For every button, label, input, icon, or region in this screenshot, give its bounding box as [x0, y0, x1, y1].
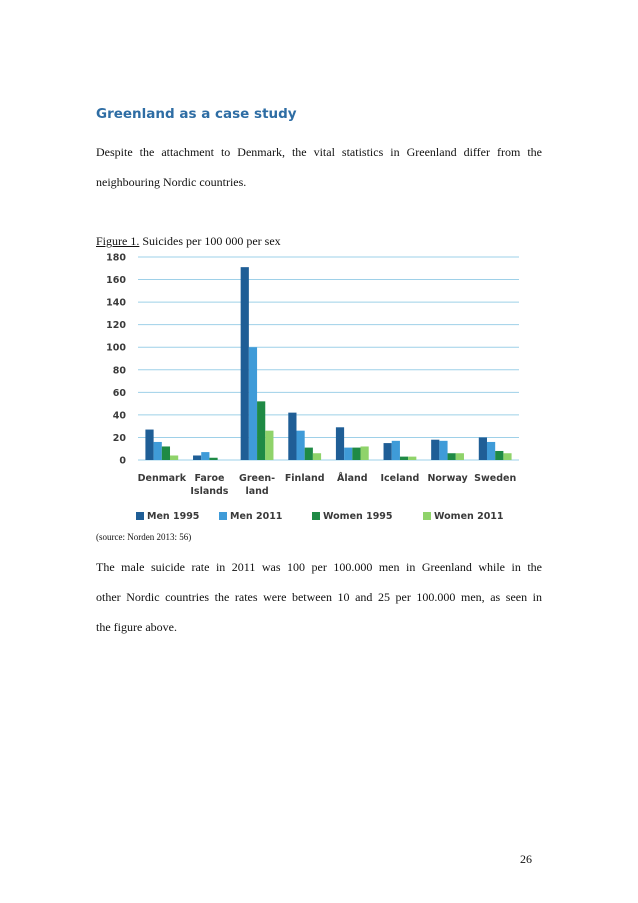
x-category-label: Åland [337, 473, 368, 484]
bar [209, 458, 217, 460]
y-tick-label: 60 [112, 387, 126, 399]
x-category-label: land [245, 486, 269, 497]
bar [448, 453, 456, 460]
y-tick-label: 180 [106, 252, 126, 264]
figure-source: (source: Norden 2013: 56) [96, 532, 192, 542]
section-heading: Greenland as a case study [96, 106, 297, 122]
bar [479, 437, 487, 460]
bar [408, 457, 416, 460]
x-category-label: Denmark [137, 473, 187, 484]
bar [170, 455, 178, 460]
bar [241, 267, 249, 460]
y-tick-label: 80 [112, 365, 126, 377]
y-tick-label: 0 [119, 455, 126, 467]
bar [249, 347, 257, 460]
legend-label: Men 1995 [147, 511, 200, 522]
legend-swatch [219, 512, 227, 520]
body-line: other Nordic countries the rates were between 10 and 25 per 100.000 men, as seen in [96, 590, 542, 604]
x-category-label: Iceland [380, 473, 420, 484]
bar [154, 442, 162, 460]
bar [193, 455, 201, 460]
bar [384, 443, 392, 460]
x-category-label: Norway [427, 473, 468, 484]
suicide-rate-bar-chart [96, 248, 526, 533]
y-tick-label: 20 [112, 432, 126, 444]
x-category-label: Green- [239, 473, 276, 484]
bar [313, 453, 321, 460]
page-number: 26 [520, 852, 532, 866]
x-category-label: Finland [284, 473, 325, 484]
bar [439, 441, 447, 460]
bar [503, 453, 511, 460]
bar [305, 448, 313, 460]
bar [392, 441, 400, 460]
x-category-label: Sweden [474, 473, 517, 484]
legend-label: Men 2011 [230, 511, 283, 522]
intro-paragraph [96, 137, 542, 197]
y-tick-label: 120 [106, 320, 126, 332]
x-category-label: Faroe [194, 473, 225, 484]
bar [456, 453, 464, 460]
bar [361, 446, 369, 460]
y-tick-label: 40 [112, 410, 126, 422]
legend-swatch [423, 512, 431, 520]
bar [431, 440, 439, 460]
bar [495, 451, 503, 460]
bar [352, 448, 360, 460]
intro-line: neighbouring Nordic countries. [96, 175, 247, 189]
y-tick-label: 100 [106, 342, 126, 354]
bar [201, 452, 209, 460]
y-tick-label: 140 [106, 297, 126, 309]
body-paragraph [96, 552, 542, 642]
body-line: The male suicide rate in 2011 was 100 per 100.000 men in Greenland while in the [96, 560, 542, 574]
legend-swatch [312, 512, 320, 520]
bar [145, 430, 153, 460]
legend-label: Women 2011 [434, 511, 504, 522]
legend-swatch [136, 512, 144, 520]
y-tick-label: 160 [106, 275, 126, 287]
bar [344, 448, 352, 460]
figure-caption [96, 234, 281, 249]
bar [162, 446, 170, 460]
body-line: the figure above. [96, 620, 177, 634]
bar [265, 431, 273, 460]
bar [487, 442, 495, 460]
x-category-label: Islands [190, 486, 229, 497]
bar [400, 457, 408, 460]
legend-label: Women 1995 [323, 511, 393, 522]
figure-caption-text: Suicides per 100 000 per sex [139, 234, 281, 248]
bar [288, 413, 296, 460]
bar [336, 427, 344, 460]
bar [296, 431, 304, 460]
bar [257, 401, 265, 460]
intro-line: Despite the attachment to Denmark, the vital statistics in Greenland differ from the [96, 145, 542, 159]
figure-label: Figure 1. [96, 234, 140, 248]
